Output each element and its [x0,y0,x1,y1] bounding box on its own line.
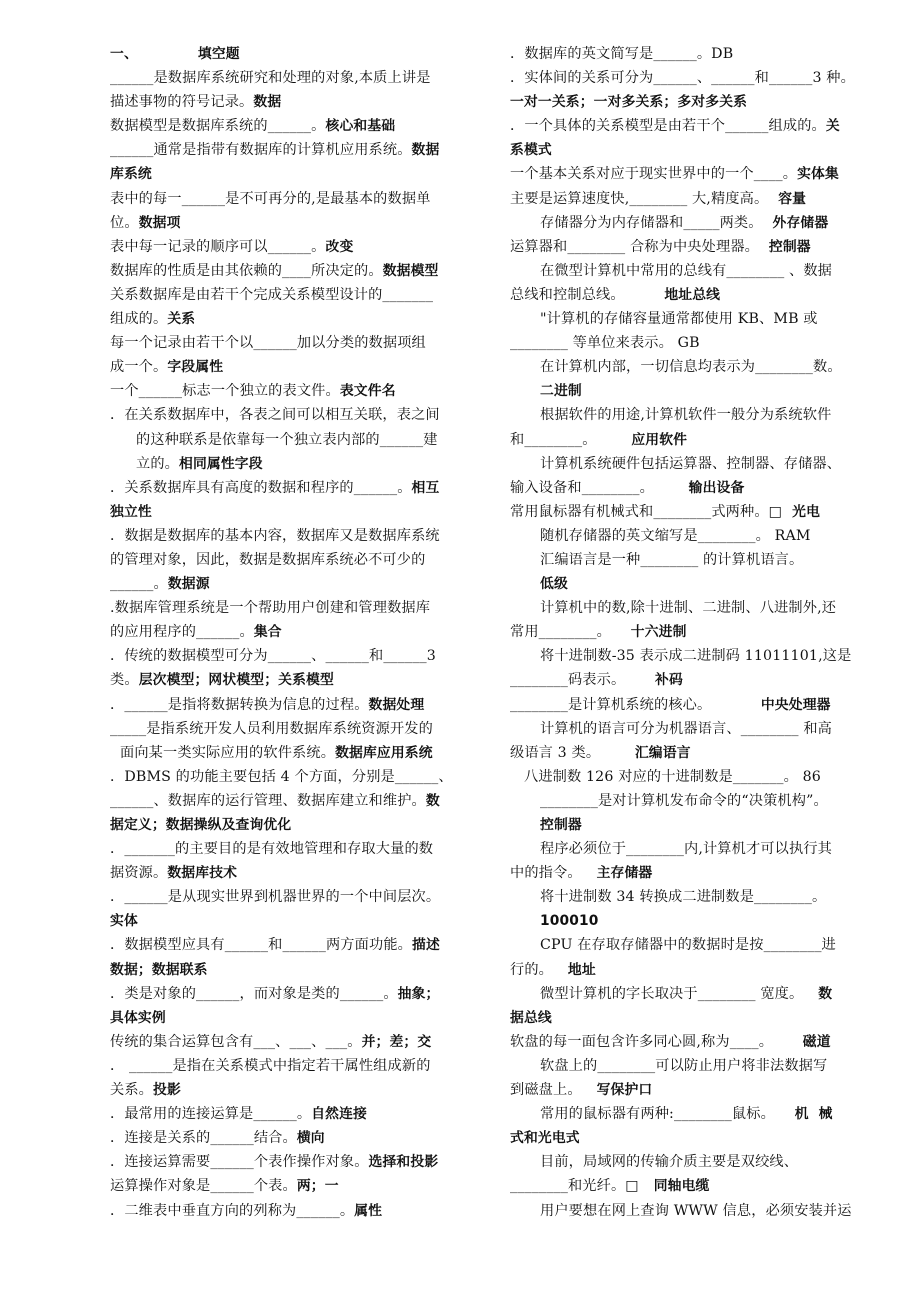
text-line [110,1174,478,1198]
text-line [110,162,478,186]
line-text: ．连接是关系的______结合。 [110,1130,297,1147]
line-text: 用户要想在网上查询 WWW 信息，必须安装并运 [540,1202,852,1219]
text-line [110,548,478,572]
text-line [110,476,478,500]
line-text: 随机存储器的英文缩写是________。 RAM [540,527,811,544]
text-line [110,211,478,235]
line-text: ________ 等单位来表示。 GB [510,335,700,352]
answer-text: 汇编语言 [600,744,691,761]
text-line [110,1150,478,1174]
text-line [510,596,878,620]
answer-text: 表文件名 [339,383,396,400]
text-line [510,1174,878,1198]
line-text: 运算操作对象是______个表。 [110,1178,297,1195]
answer-text: 具体实例 [110,1009,166,1026]
answer-text: 库系统 [110,166,152,183]
text-line [510,162,878,186]
answer-text: 输出设备 [653,479,745,496]
line-text: 汇编语言是一种________ 的计算机语言。 [540,551,804,568]
text-line [110,524,478,548]
line-text: ________和光纤。□ [510,1178,639,1195]
line-text: 数据库的性质是由其依赖的____所决定的。 [110,262,383,279]
line-text: 描述事物的符号记录。 [110,94,254,111]
text-line [110,909,478,933]
answer-text: 系模式 [510,142,552,159]
line-text: 计算机中的数,除十进制、二进制、八进制外,还 [540,600,837,617]
line-text: ________是对计算机发布命令的“决策机构”。 [540,792,828,809]
text-line [110,933,478,957]
line-text: 将十进制数-35 表示成二进制码 11011101,这是 [540,648,852,665]
answer-text: 数 [803,985,833,1002]
text-line [110,187,478,211]
line-text: .数据库管理系统是一个帮助用户创建和管理数据库 [110,600,431,617]
answer-text: 独立性 [110,503,152,520]
line-text: ．数据库的英文简写是______。DB [510,46,734,62]
answer-text: 二进制 [540,383,582,400]
answer-text: 磁道 [773,1033,831,1050]
line-text: 根据软件的用途,计算机软件一般分为系统软件 [540,407,832,424]
answer-text: 两；一 [296,1178,339,1195]
line-text: 数据模型是数据库系统的______。 [110,118,326,135]
line-text: 计算机的语言可分为机器语言、________ 和高 [540,720,833,737]
text-line [110,717,478,741]
answer-text: 应用软件 [596,431,688,448]
text-line [110,1006,478,1030]
answer-text: 选择和投影 [368,1154,439,1171]
text-line [510,717,878,741]
line-text: 成一个。 [110,359,168,376]
text-line [510,1078,878,1102]
answer-text: 字段属性 [167,359,224,376]
answer-text: 据总线 [510,1009,552,1026]
text-line [510,331,878,355]
line-text: ．数据是数据库的基本内容，数据库又是数据库系统 [110,527,440,544]
answer-text: 实体集 [797,166,839,183]
answer-text: 控制器 [759,238,811,255]
line-text: 类。 [110,672,139,689]
text-line [110,596,478,620]
right-column [510,42,878,1223]
line-text: ．实体间的关系可分为______、______和______3 种。 [510,70,855,87]
text-line [510,958,878,982]
text-line [110,42,478,66]
line-text: 到磁盘上。 [510,1082,582,1099]
text-line [510,1150,878,1174]
text-line [110,138,478,162]
text-line [110,66,478,90]
text-line [110,379,478,403]
answer-text: 容量 [768,190,807,207]
line-text: ．______是指将数据转换为信息的过程。 [110,696,369,713]
line-text: ．传统的数据模型可分为______、______和______3 [110,648,436,665]
text-line [110,1102,478,1126]
answer-text: 一对一关系；一对多关系；多对多关系 [510,94,748,111]
answer-text: 控制器 [540,817,582,833]
answer-text: 数据模型 [382,262,439,279]
text-line [110,259,478,283]
line-text: 总线和控制总线。 [510,286,625,303]
text-line [510,572,878,596]
left-column [110,42,478,1223]
answer-text: 主存储器 [581,865,653,882]
text-line [510,644,878,668]
text-line [110,283,478,307]
line-text: ______通常是指带有数据库的计算机应用系统。 [110,142,412,159]
line-text: 关系。 [110,1082,154,1099]
line-text: 常用的鼠标器有两种:________鼠标。 [540,1106,775,1123]
text-line [510,668,878,692]
line-text: ．类是对象的______，而对象是类的______。 [110,985,398,1002]
line-text: 常用鼠标器有机械式和________式两种。□ [510,503,783,520]
answer-text: 集合 [253,624,282,641]
text-line [510,187,878,211]
text-line [510,428,878,452]
line-text: 关系数据库是由若干个完成关系模型设计的_______ [110,286,434,303]
answer-text: 数据项 [138,214,181,231]
text-line [510,138,878,162]
text-line [110,693,478,717]
text-line [110,982,478,1006]
line-text: ．一个具体的关系模型是由若干个______组成的。 [510,118,826,135]
answer-text: 实体 [110,913,138,930]
text-line [510,861,878,885]
text-line [510,548,878,572]
answer-text: 式和光电式 [510,1130,580,1147]
text-line [510,982,878,1006]
text-line [510,379,878,403]
text-line [510,620,878,644]
answer-text: 属性 [354,1202,383,1219]
text-line [510,452,878,476]
answer-text: 描述 [412,937,440,954]
text-line [110,813,478,837]
text-line [510,259,878,283]
line-text: 的管理对象，因此，数据是数据库系统必不可少的 [110,551,426,568]
text-line [510,1006,878,1030]
line-text: 软盘上的________可以防止用户将非法数据写 [540,1057,828,1074]
answer-text: 数据 [253,94,282,111]
answer-text: 自然连接 [311,1106,367,1123]
answer-text: 光电 [782,503,821,520]
answer-text: 相同属性字段 [179,455,263,472]
answer-text: 数据库应用系统 [335,744,433,761]
answer-text: 并；差；交 [361,1033,432,1050]
line-text: 组成的。 [110,311,168,328]
text-line [110,114,478,138]
text-line [110,428,478,452]
line-text: 中的指令。 [510,865,582,882]
line-text: ．二维表中垂直方向的列称为______。 [110,1202,355,1219]
line-text: 每一个记录由若干个以______加以分类的数据项组 [110,335,426,352]
answer-text: 低级 [540,576,568,593]
text-line [110,500,478,524]
answer-text: 层次模型；网状模型；关系模型 [138,672,334,689]
text-line [510,1126,878,1150]
answer-text: 外存储器 [762,214,829,231]
line-text: 主要是运算速度快,________ 大,精度高。 [510,190,769,207]
line-text: 的这种联系是依靠每一个独立表内部的______建 [136,431,438,448]
answer-text: 改变 [325,238,354,255]
text-line [510,837,878,861]
text-line [510,765,878,789]
answer-text: 关系 [167,311,196,328]
text-line [110,885,478,909]
line-text: ．在关系数据库中，各表之间可以相互关联，表之间 [110,407,440,424]
answer-text: 中央处理器 [711,696,831,713]
text-line [510,813,878,837]
text-line [510,524,878,548]
line-text: 在微型计算机中常用的总线有________ 、数据 [540,262,833,279]
text-line [510,885,878,909]
line-text: 的应用程序的______。 [110,624,254,641]
line-text: 和________。 [510,431,597,448]
text-line [510,1030,878,1054]
line-text: 表中每一记录的顺序可以______。 [110,238,326,255]
line-text: ．_______的主要目的是有效地管理和存取大量的数 [110,841,434,858]
text-line [510,500,878,524]
text-line [110,644,478,668]
text-line [110,331,478,355]
answer-text: 相互 [411,479,440,496]
line-text: 输入设备和________。 [510,479,654,496]
text-line [510,211,878,235]
text-line [510,1054,878,1078]
line-text: ．数据模型应具有______和______两方面功能。 [110,937,412,954]
line-text: ．______是从现实世界到机器世界的一个中间层次。 [110,889,441,906]
line-text: ．连接运算需要______个表作操作对象。 [110,1154,369,1171]
text-line [510,114,878,138]
section-title: 填空题 [197,46,240,62]
answer-text: 核心和基础 [325,118,396,135]
line-text: ．关系数据库具有高度的数据和程序的______。 [110,479,412,496]
text-line [110,403,478,427]
line-text: 计算机系统硬件包括运算器、控制器、存储器、 [540,455,842,472]
line-text: ． ______是指在关系模式中指定若干属性组成新的 [110,1057,431,1074]
text-line [510,355,878,379]
line-text: 微型计算机的字长取决于________ 宽度。 [540,985,804,1002]
line-text: 位。 [110,214,139,231]
text-line [510,307,878,331]
text-line [510,476,878,500]
line-text: 行的。 [510,961,554,978]
line-text: ________是计算机系统的核心。 [510,696,712,713]
text-line [510,66,878,90]
line-text: 立的。 [136,455,180,472]
line-text: 级语言 3 类。 [510,744,601,761]
line-text: 八进制数 126 对应的十进制数是_______。 86 [524,768,821,785]
text-line [510,909,878,933]
answer-text: 关 [825,118,840,135]
text-line [510,789,878,813]
line-text: 在计算机内部，一切信息均表示为________数。 [540,359,842,376]
text-line [110,90,478,114]
answer-text: 补码 [625,672,683,689]
line-text: ______是数据库系统研究和处理的对象,本质上讲是 [110,70,431,87]
text-line [110,1126,478,1150]
text-line [110,861,478,885]
text-line [510,90,878,114]
text-line [510,42,878,66]
text-line [110,355,478,379]
text-line [110,789,478,813]
line-text: 存储器分为内存储器和_____两类。 [540,214,763,231]
text-line [110,1030,478,1054]
line-text: 表中的每一______是不可再分的,是最基本的数据单 [110,190,431,207]
answer-text: 地址 [553,961,596,978]
text-line [110,1078,478,1102]
text-line [110,307,478,331]
answer-text: 数据；数据联系 [110,961,208,978]
line-text: _____是指系统开发人员利用数据库系统资源开发的 [110,720,433,737]
line-text: 一个基本关系对应于现实世界中的一个____。 [510,166,798,183]
line-text: ．最常用的连接运算是______。 [110,1106,312,1123]
text-line [510,933,878,957]
line-text: 软盘的每一面包含许多同心圆,称为____。 [510,1033,774,1050]
text-line [110,1054,478,1078]
answer-text: 地址总线 [624,286,721,303]
text-line [110,620,478,644]
text-line [110,958,478,982]
answer-text: 同轴电缆 [638,1178,710,1195]
text-line [110,837,478,861]
text-line [510,235,878,259]
answer-text: 机 械 [774,1106,833,1123]
line-text: 程序必须位于________内,计算机才可以执行其 [540,841,833,858]
text-line [510,403,878,427]
text-line [110,765,478,789]
line-text: 目前，局域网的传输介质主要是双绞线、 [540,1154,799,1171]
text-line [510,741,878,765]
line-text: ________码表示。 [510,672,626,689]
line-text: 运算器和________ 合称为中央处理器。 [510,238,759,255]
answer-text: 数据处理 [368,696,425,713]
line-text: ______、数据库的运行管理、数据库建立和维护。 [110,792,426,809]
line-text: 一、 [110,46,138,62]
text-line [510,283,878,307]
line-text: 面向某一类实际应用的软件系统。 [120,744,336,761]
answer-text: 抽象； [397,985,440,1002]
text-line [510,693,878,717]
answer-text: 十六进制 [610,624,687,641]
line-text: 将十进制数 34 转换成二进制数是________。 [540,889,827,906]
line-text: 据资源。 [110,865,168,882]
line-text: 传统的集合运算包含有___、___、___。 [110,1033,362,1050]
text-line [510,1199,878,1223]
line-text: ______。 [110,576,168,593]
answer-text: 数 [425,792,440,809]
text-line [110,235,478,259]
text-line [110,668,478,692]
line-text: CPU 在存取存储器中的数据时是按________进 [540,937,836,954]
answer-text: 投影 [153,1082,181,1099]
answer-text: 数据源 [167,576,210,593]
text-line [110,452,478,476]
answer-text: 数据库技术 [167,865,238,882]
line-text: ．DBMS 的功能主要包括 4 个方面，分别是______、 [110,768,453,785]
text-line [110,741,478,765]
line-text: "计算机的存储容量通常都使用 KB、MB 或 [540,311,818,328]
answer-text: 据定义；数据操纵及查询优化 [110,817,292,833]
answer-text: 100010 [540,913,599,930]
answer-text: 数据 [411,142,440,159]
line-text: 一个______标志一个独立的表文件。 [110,383,340,400]
line-text: 常用________。 [510,624,611,641]
answer-text: 横向 [296,1130,325,1147]
answer-text: 写保护口 [581,1082,653,1099]
text-line [110,1199,478,1223]
text-line [510,1102,878,1126]
text-line [110,572,478,596]
